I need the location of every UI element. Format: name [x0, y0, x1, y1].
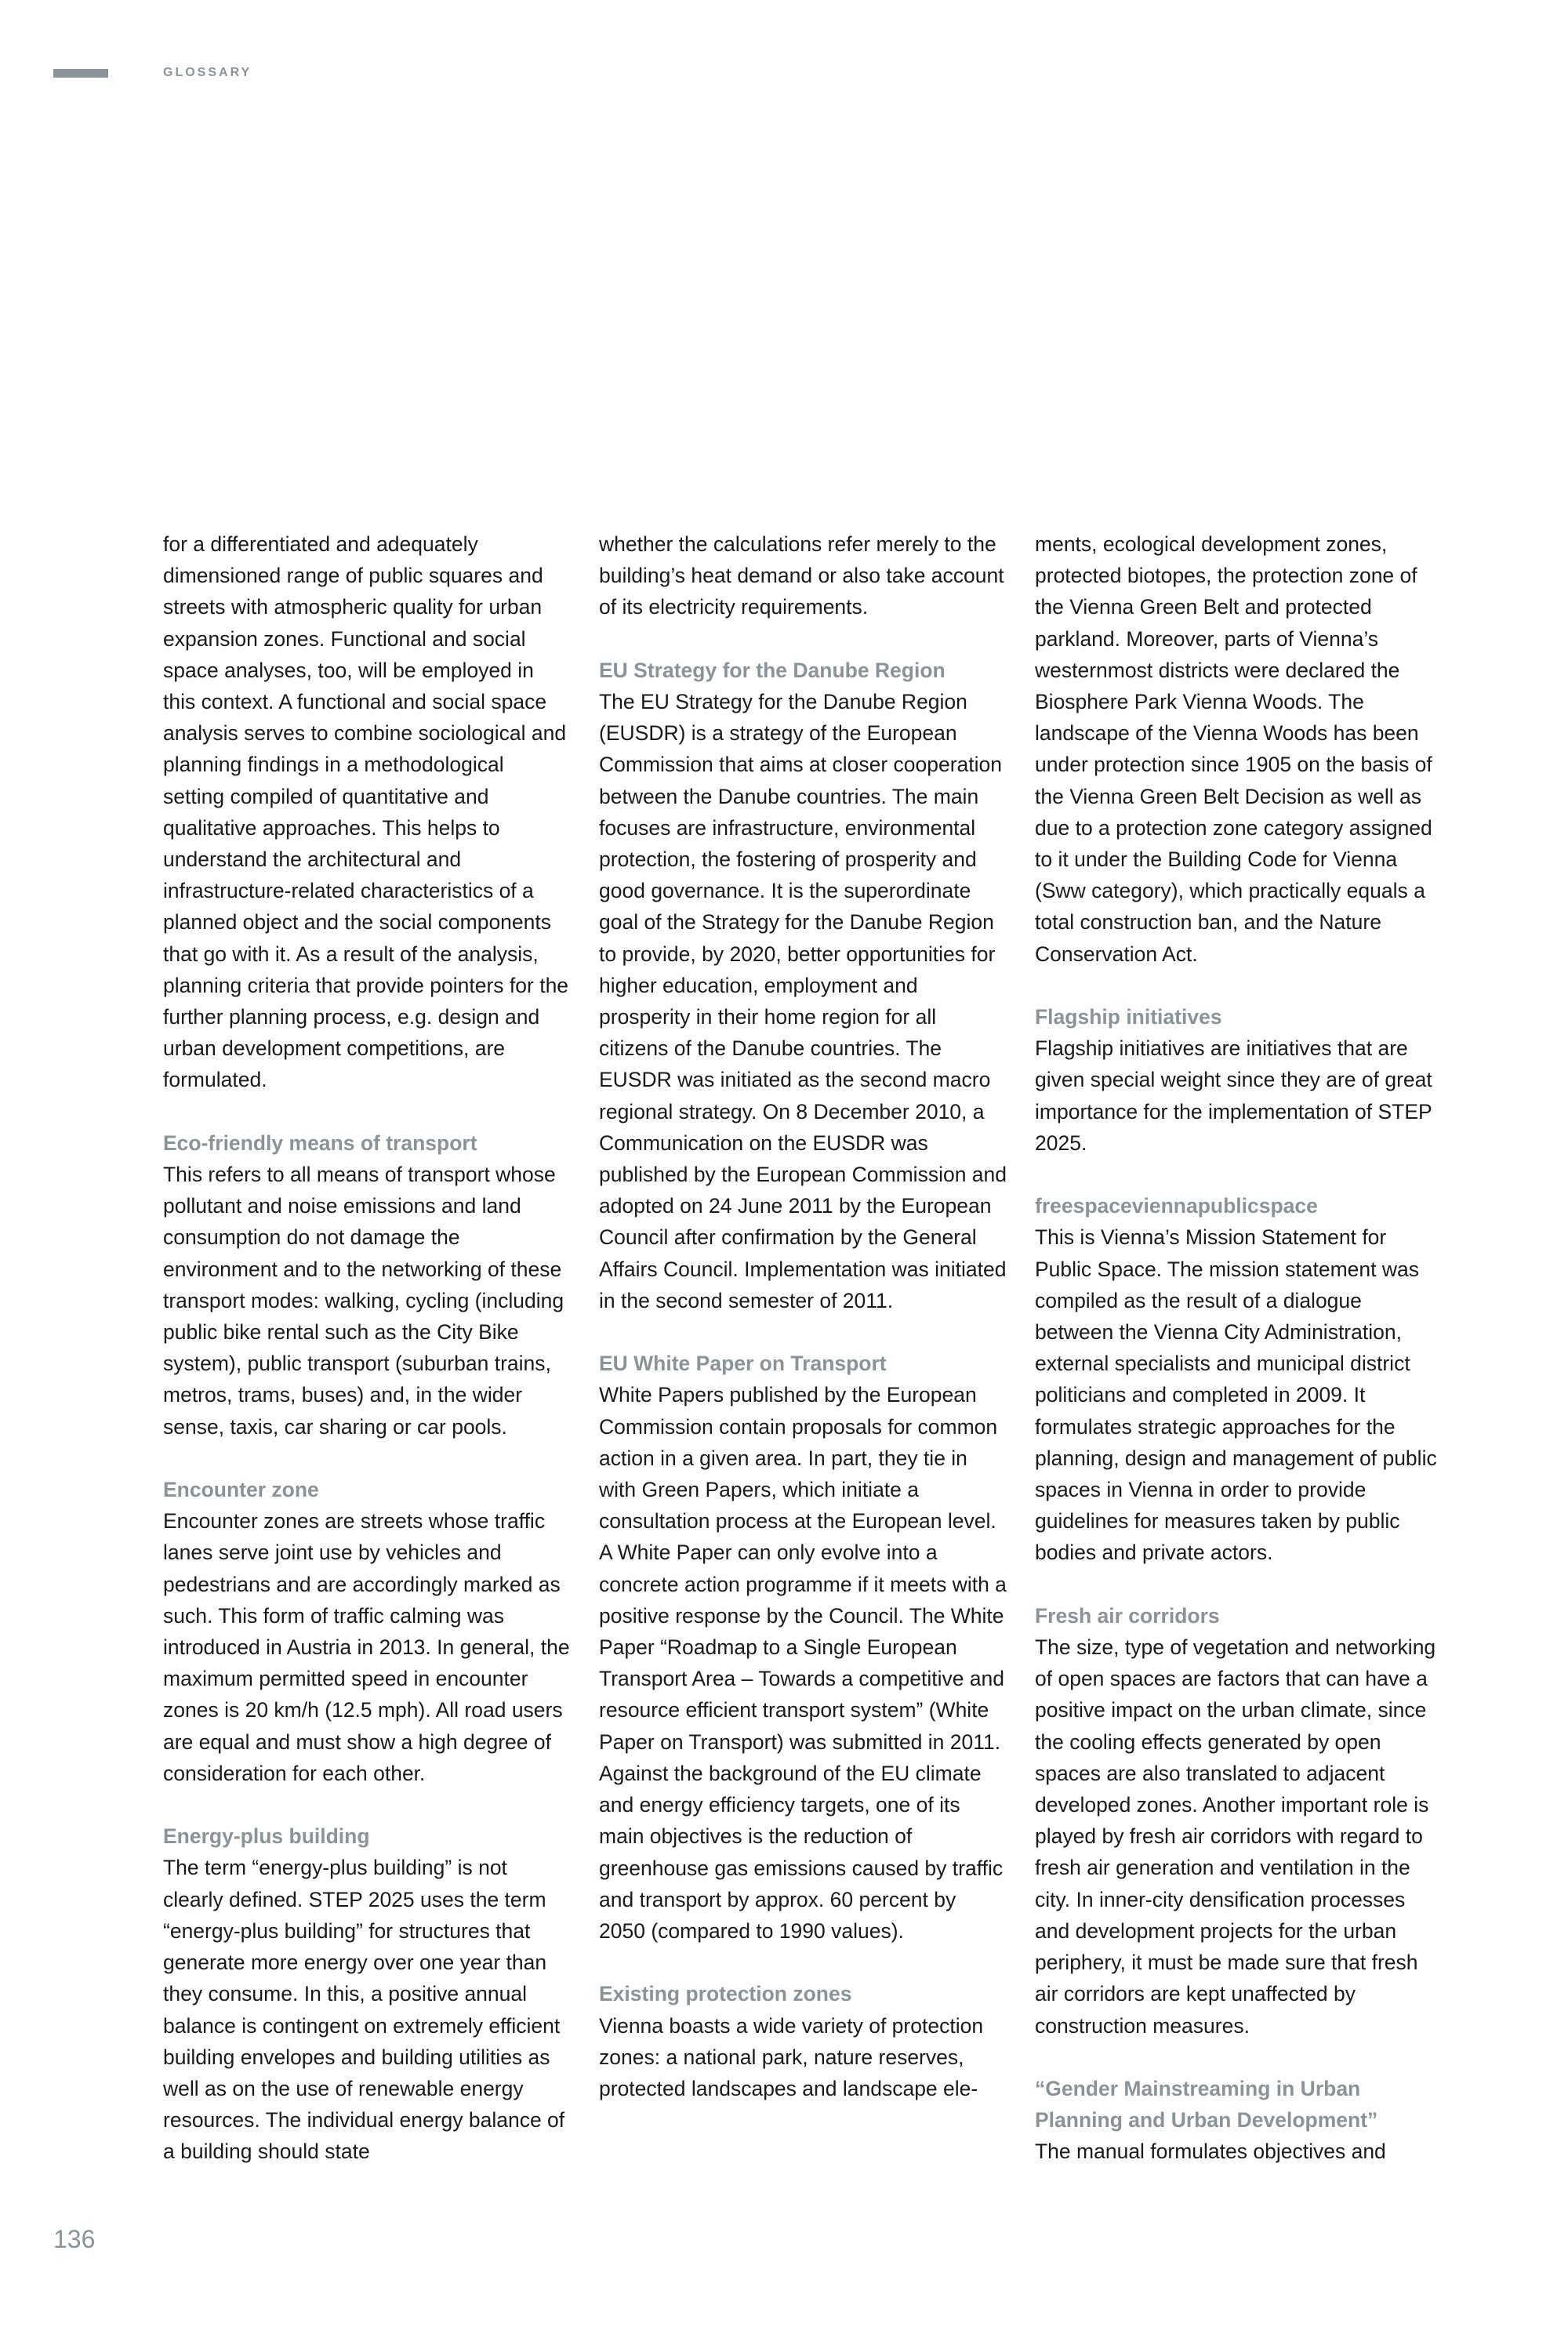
glossary-term: Eco-friendly means of transport — [163, 1131, 477, 1155]
glossary-text: Vienna boasts a wide variety of protection zones: a national park, nature reserves, protected landscapes and landscape ele- — [599, 2013, 984, 2100]
glossary-text: Encounter zones are streets whose traffic lanes serve joint use by vehicles and pedestrians and are accordingly marked as such. This form of traffic calming was introduced in Austria in 2013. In general, the maximum permitted speed in encounter zones is 20 km/h (12.5 mph). All road users are equal and must show a high degree of consideration for each other. — [163, 1509, 570, 1785]
text-column-2 — [599, 528, 1007, 2104]
glossary-text: This refers to all means of transport whose pollutant and noise emissions and land consumption do not damage the environment and to the networking of these transport modes: walking, cycling (including public bike rental such as the City Bike system), public transport (suburban trains, metros, trams, buses) and, in the wider sense, taxis, car sharing or car pools. — [163, 1163, 564, 1439]
glossary-text: This is Vienna’s Mission Statement for Public Space. The mission statement was compiled as the result of a dialogue between the Vienna City Administration, external specialists and municipal district politicians and completed in 2009. It formulates strategic approaches for the planning, design and management of public spaces in Vienna in order to provide guidelines for measures taken by public bodies and private actors. — [1035, 1225, 1437, 1565]
page-number: 136 — [53, 2225, 96, 2253]
section-label: GLOSSARY — [163, 66, 252, 79]
glossary-text: whether the calculations refer merely to the building’s heat demand or also take account of its electricity requirements. — [599, 532, 1004, 619]
glossary-text: The term “energy-plus building” is not clearly defined. STEP 2025 uses the term “energy-plus building” for structures that generate more energy over one year than they consume. In this, a positive annual balance is contingent on extremely efficient building envelopes and building utilities as well as on the use of renewable energy resources. The individual energy balance of a building should state — [163, 1856, 565, 2164]
glossary-term: Existing protection zones — [599, 1982, 852, 2006]
text-column-3 — [1035, 528, 1443, 2168]
glossary-text: The manual formulates objectives and — [1035, 2140, 1386, 2164]
glossary-term: Fresh air corridors — [1035, 1603, 1220, 1628]
glossary-text: The EU Strategy for the Danube Region (EUSDR) is a strategy of the European Commission that aims at closer cooperation between the Danube countries. The main focuses are infrastructure, environmental protection, the fostering of prosperity and good governance. It is the superordinate goal of the Strategy for the Danube Region to provide, by 2020, better opportunities for higher education, employment and prosperity in their home region for all citizens of the Danube countries. The EUSDR was initiated as the second macro regional strategy. On 8 December 2010, a Communication on the EUSDR was published by the European Commission and adopted on 24 June 2011 by the European Council after confirmation by the General Affairs Council. Implementation was initiated in the second semester of 2011. — [599, 690, 1007, 1312]
glossary-term: Encounter zone — [163, 1478, 319, 1502]
glossary-text: The size, type of vegetation and networking of open spaces are factors that can have a positive impact on the urban climate, since the cooling effects generated by open spaces are also translated to adjacent developed zones. Another important role is played by fresh air corridors with regard to fresh air generation and ventilation in the city. In inner-city densification processes and development projects for the urban periphery, it must be made sure that fresh air corridors are kept unaffected by construction measures. — [1035, 1635, 1436, 2038]
glossary-term: “Gender Mainstreaming in Urban Planning and Urban Development” — [1035, 2076, 1378, 2132]
section-marker-bar — [53, 69, 108, 78]
glossary-text: White Papers published by the European Commission contain proposals for common action in a given area. In part, they tie in with Green Papers, which initiate a consultation process at the European level. A White Paper can only evolve into a concrete action programme if it meets with a positive response by the Council. The White Paper “Roadmap to a Single European Transport Area – Towards a competitive and resource efficient transport system” (White Paper on Transport) was submitted in 2011. Against the background of the EU climate and energy efficiency targets, one of its main objectives is the reduction of greenhouse gas emissions caused by traffic and transport by approx. 60 percent by 2050 (compared to 1990 values). — [599, 1383, 1007, 1943]
glossary-text: Flagship initiatives are initiatives that are given special weight since they are of great importance for the implementation of STEP 2025. — [1035, 1036, 1432, 1155]
glossary-term: Energy-plus building — [163, 1824, 370, 1849]
text-column-1 — [163, 528, 571, 2168]
glossary-term: freespaceviennapublicspace — [1035, 1194, 1318, 1218]
glossary-text: ments, ecological development zones, protected biotopes, the protection zone of the Vienna Green Belt and protected parkland. Moreover, parts of Vienna’s westernmost districts were declared the Biosphere Park Vienna Woods. The landscape of the Vienna Woods has been under protection since 1905 on the basis of the Vienna Green Belt Decision as well as due to a protection zone category assigned to it under the Building Code for Vienna (Sww category), which practically equals a total construction ban, and the Nature Conservation Act. — [1035, 532, 1432, 966]
glossary-term: EU Strategy for the Danube Region — [599, 658, 946, 682]
glossary-text: for a differentiated and adequately dimensioned range of public squares and streets with atmospheric quality for urban expansion zones. Functional and social space analyses, too, will be employed in this context. A functional and social space analysis serves to combine sociological and planning findings in a methodological setting compiled of quantitative and qualitative approaches. This helps to understand the architectural and infrastructure-related characteristics of a planned object and the social components that go with it. As a result of the analysis, planning criteria that provide pointers for the further planning process, e.g. design and urban development competitions, are formulated. — [163, 532, 569, 1092]
glossary-term: EU White Paper on Transport — [599, 1352, 887, 1376]
glossary-term: Flagship initiatives — [1035, 1005, 1222, 1029]
